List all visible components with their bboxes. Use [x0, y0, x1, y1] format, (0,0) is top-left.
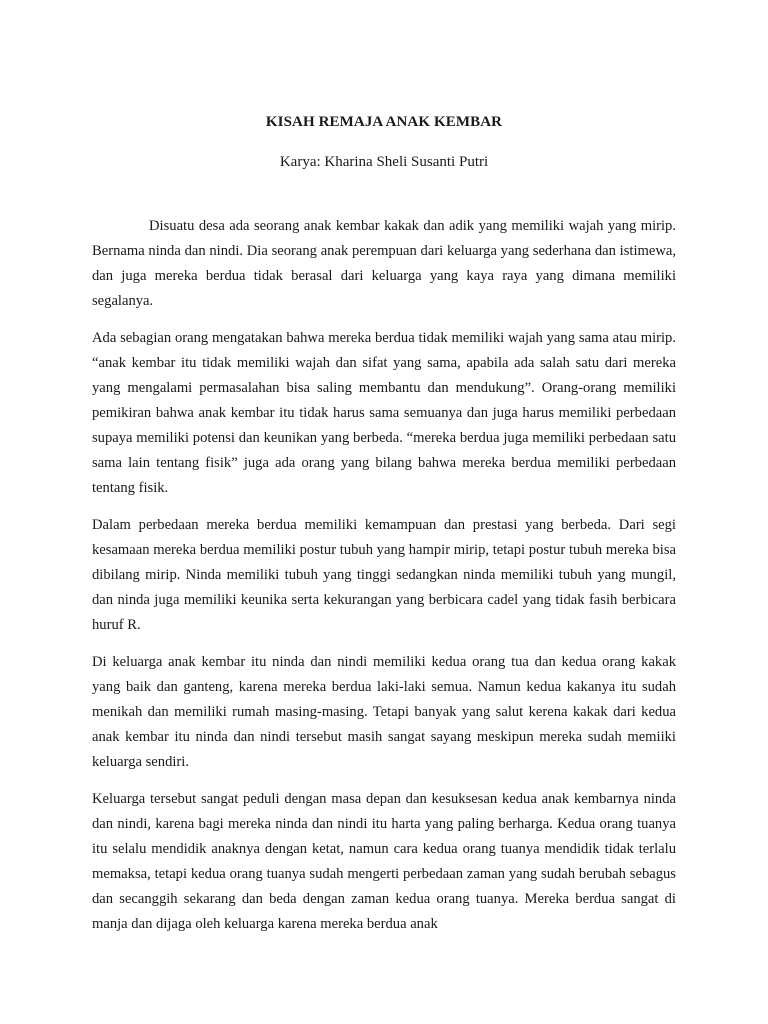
paragraph-1: Disuatu desa ada seorang anak kembar kakak dan adik yang memiliki wajah yang mirip. Bernama ninda dan nindi. Dia seorang anak perempuan dari keluarga yang sederhana dan istimewa, dan juga mereka berdua tidak berasal dari keluarga yang kaya raya yang dimana memiliki segalanya.	[92, 218, 676, 309]
story-title: KISAH REMAJA ANAK KEMBAR	[265, 114, 503, 130]
paragraph-4: Di keluarga anak kembar itu ninda dan nindi memiliki kedua orang tua dan kedua orang kakak yang baik dan ganteng, karena mereka berdua laki-laki semua. Namun kedua kakanya itu sudah menikah dan memiliki rumah masing-masing. Tetapi banyak yang salut kerena kakak dari kedua anak kembar itu ninda dan nindi tersebut masih sangat sayang meskipun mereka sudah memiiki keluarga sendiri.	[92, 654, 676, 770]
author-line: Karya: Kharina Sheli Susanti Putri	[279, 154, 489, 170]
paragraph-5: Keluarga tersebut sangat peduli dengan masa depan dan kesuksesan kedua anak kembarnya ninda dan nindi, karena bagi mereka ninda dan nindi itu harta yang paling berharga. Kedua orang tuanya itu selalu mendidik anaknya dengan ketat, namun cara kedua orang tuanya mendidik tidak terlalu memaksa, tetapi kedua orang tuanya sudah mengerti perbedaan zaman yang sudah berubah sebagus dan secanggih sekarang dan beda dengan zaman kedua orang tuanya. Mereka berdua sangat di manja dan dijaga oleh keluarga karena mereka berdua anak	[92, 791, 676, 932]
paragraph-2: Ada sebagian orang mengatakan bahwa mereka berdua tidak memiliki wajah yang sama atau mirip. “anak kembar itu tidak memiliki wajah dan sifat yang sama, apabila ada salah satu dari mereka yang mengalami permasalahan bisa saling membantu dan mendukung”. Orang-orang memiliki pemikiran bahwa anak kembar itu tidak harus sama semuanya dan juga harus memiliki perbedaan supaya memiliki potensi dan keunikan yang berbeda. “mereka berdua juga memiliki perbedaan satu sama lain tentang fisik” juga ada orang yang bilang bahwa mereka berdua memiliki perbedaan tentang fisik.	[92, 330, 676, 496]
paragraph-3: Dalam perbedaan mereka berdua memiliki kemampuan dan prestasi yang berbeda. Dari segi kesamaan mereka berdua memiliki postur tubuh yang hampir mirip, tetapi postur tubuh mereka bisa dibilang mirip. Ninda memiliki tubuh yang tinggi sedangkan ninda memiliki tubuh yang mungil, dan ninda juga memiliki keunika serta kekurangan yang berbicara cadel yang tidak fasih berbicara huruf R.	[92, 517, 676, 633]
document-page	[92, 112, 676, 949]
